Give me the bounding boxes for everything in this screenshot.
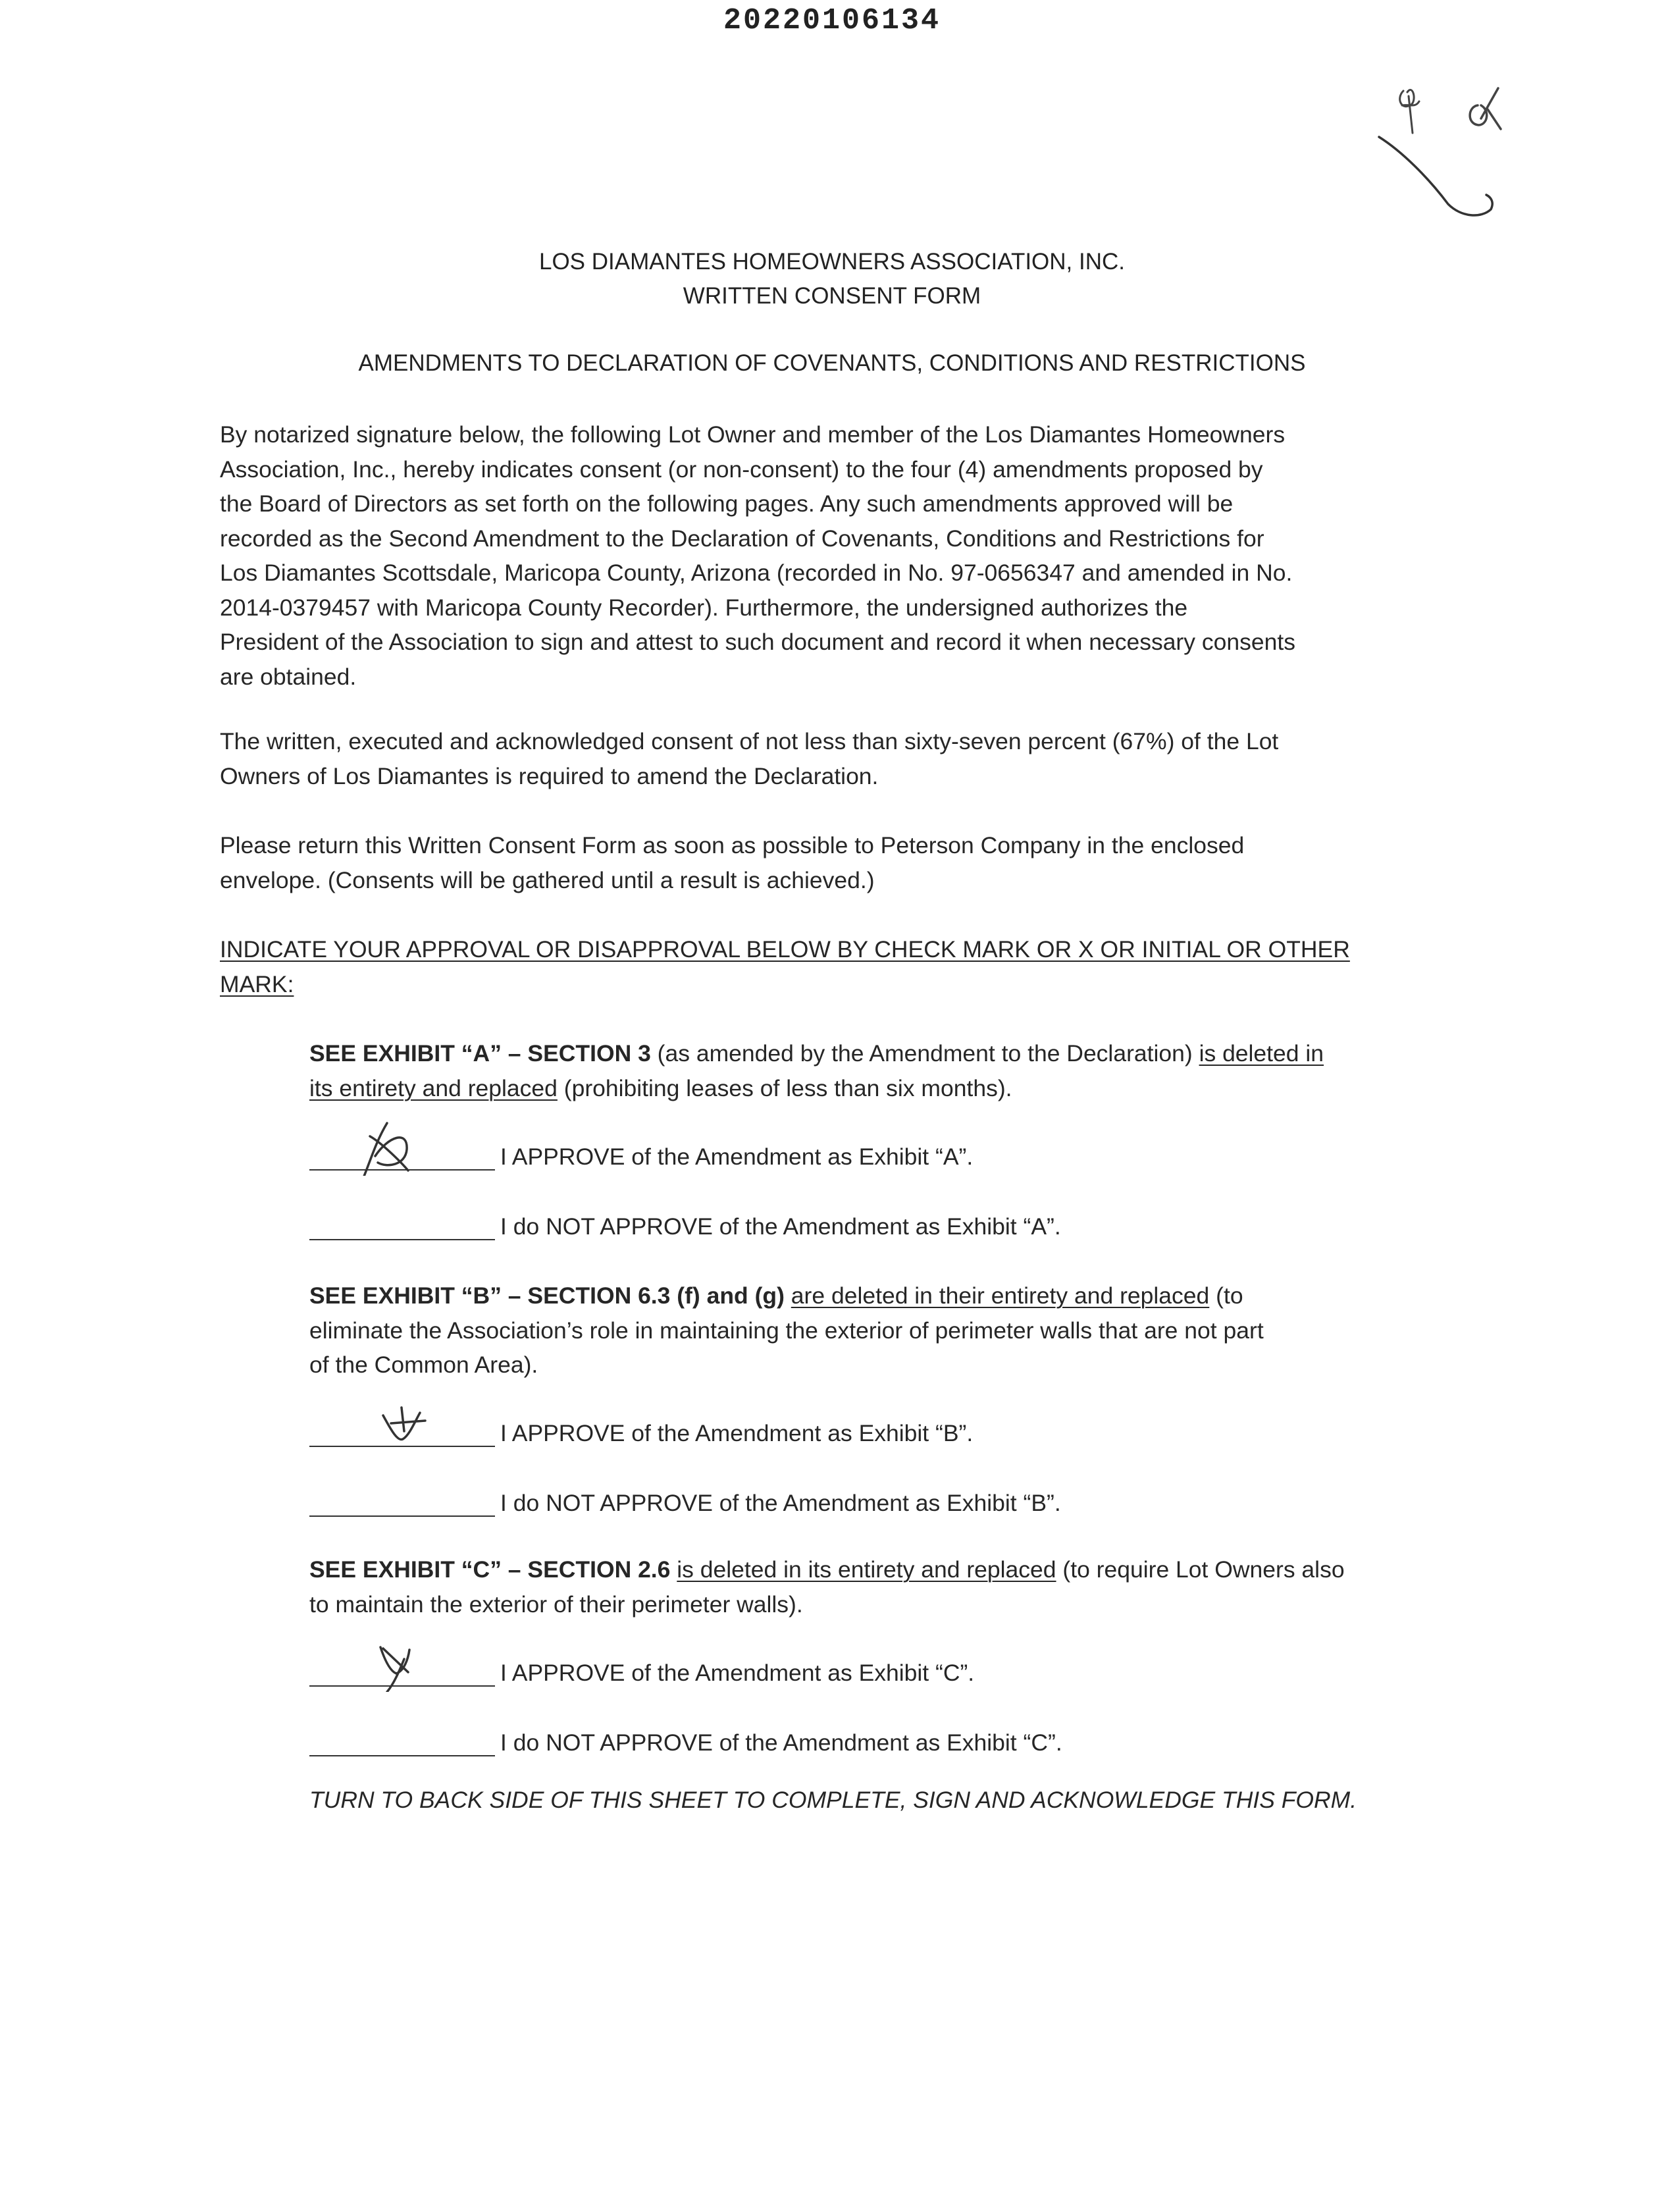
exhibit-a-purpose: (prohibiting leases of less than six months). (557, 1074, 1012, 1101)
handwritten-check-mark-icon (309, 1393, 495, 1452)
exhibit-a-action: is deleted in its entirety and replaced (309, 1040, 1324, 1101)
exhibit-c-not-approve-option (309, 1720, 1062, 1756)
exhibit-a-approve-blank[interactable] (309, 1143, 495, 1171)
handwritten-initial-mark-icon (309, 1633, 495, 1692)
handwritten-x-mark-icon (309, 1117, 495, 1176)
exhibit-a-note: (as amended by the Amendment to the Declaration) (650, 1040, 1199, 1066)
approval-instruction: INDICATE YOUR APPROVAL OR DISAPPROVAL BELOW BY CHECK MARK OR X OR INITIAL OR OTHER MARK: (220, 936, 1350, 997)
exhibit-b-not-approve-label: I do NOT APPROVE of the Amendment as Exhibit “B”. (500, 1490, 1061, 1516)
exhibit-a-heading (309, 1036, 1415, 1105)
instruction-container (220, 932, 1470, 1001)
threshold-paragraph: The written, executed and acknowledged consent of not less than sixty-seven percent (67%) of the Lot Owners of Los Diamantes is required to amend the Declaration. (220, 728, 1279, 789)
exhibit-b-purpose: (to eliminate the Association’s role in maintaining the exterior of perimeter walls that are not part of the Common Area). (309, 1282, 1264, 1378)
exhibit-c-heading (309, 1552, 1415, 1621)
exhibit-c-not-approve-label: I do NOT APPROVE of the Amendment as Exhibit “C”. (500, 1729, 1062, 1756)
handwritten-initials-ok-icon (1376, 72, 1547, 230)
exhibit-a-section: SEE EXHIBIT “A” – SECTION 3 (309, 1040, 651, 1066)
form-title: WRITTEN CONSENT FORM (683, 283, 981, 309)
exhibit-b-not-approve-option (309, 1480, 1061, 1517)
return-instructions-paragraph: Please return this Written Consent Form as soon as possible to Peterson Company in the enclosed envelope. (Consents will be gathered until a result is achieved.) (220, 832, 1245, 893)
exhibit-b-approve-label: I APPROVE of the Amendment as Exhibit “B”. (500, 1420, 974, 1446)
exhibit-a-approve-label: I APPROVE of the Amendment as Exhibit “A”. (500, 1144, 974, 1170)
intro-paragraph (220, 417, 1470, 694)
exhibit-c-approve-label: I APPROVE of the Amendment as Exhibit “C”. (500, 1660, 975, 1686)
threshold-paragraph-container (220, 724, 1470, 793)
exhibit-b-heading (309, 1278, 1415, 1382)
exhibit-a-approve-option (309, 1134, 973, 1171)
exhibit-c-approve-blank[interactable] (309, 1659, 495, 1687)
turn-over-note: TURN TO BACK SIDE OF THIS SHEET TO COMPLETE, SIGN AND ACKNOWLEDGE THIS FORM. (309, 1787, 1357, 1813)
exhibit-a-not-approve-option (309, 1203, 1061, 1240)
amendments-subject: AMENDMENTS TO DECLARATION OF COVENANTS, CONDITIONS AND RESTRICTIONS (358, 350, 1306, 376)
exhibit-b-approve-option (309, 1410, 973, 1447)
exhibit-c-purpose: (to require Lot Owners also to maintain the exterior of their perimeter walls). (309, 1556, 1345, 1618)
exhibit-b-action: are deleted in their entirety and replaced (791, 1282, 1210, 1309)
exhibit-c-section: SEE EXHIBIT “C” – SECTION 2.6 (309, 1556, 671, 1583)
exhibit-b-section: SEE EXHIBIT “B” – SECTION 6.3 (f) and (g) (309, 1282, 785, 1309)
exhibit-b-note (785, 1282, 791, 1309)
exhibit-c-approve-option (309, 1650, 974, 1687)
exhibit-a-not-approve-blank[interactable] (309, 1213, 495, 1240)
exhibit-c-action: is deleted in its entirety and replaced (677, 1556, 1056, 1583)
exhibit-a-not-approve-label: I do NOT APPROVE of the Amendment as Exhibit “A”. (500, 1213, 1061, 1240)
exhibit-b-not-approve-blank[interactable] (309, 1489, 495, 1517)
exhibit-c-not-approve-blank[interactable] (309, 1729, 495, 1756)
return-paragraph-container (220, 828, 1470, 897)
association-name: LOS DIAMANTES HOMEOWNERS ASSOCIATION, INC. (538, 249, 1126, 275)
consent-paragraph: By notarized signature below, the following Lot Owner and member of the Los Diamantes Homeowners Association, Inc., hereby indicates consent (or non-consent) to the four (4) amendments proposed by the Board of Directors as set forth on the following pages. Any such amendments approved will be recorded as the Second Amendment to the Declaration of Covenants, Conditions and Restrictions for Los Diamantes Scottsdale, Maricopa County, Arizona (recorded in No. 97-0656347 and amended in No. 2014-0379457 with Maricopa County Recorder). Furthermore, the undersigned authorizes the President of the Association to sign and attest to such document and record it when necessary consents are obtained. (220, 421, 1295, 690)
exhibit-c-note (670, 1556, 677, 1583)
recording-number: 20220106134 (723, 4, 941, 38)
corner-annotation (1376, 72, 1547, 234)
exhibit-b-approve-blank[interactable] (309, 1419, 495, 1447)
